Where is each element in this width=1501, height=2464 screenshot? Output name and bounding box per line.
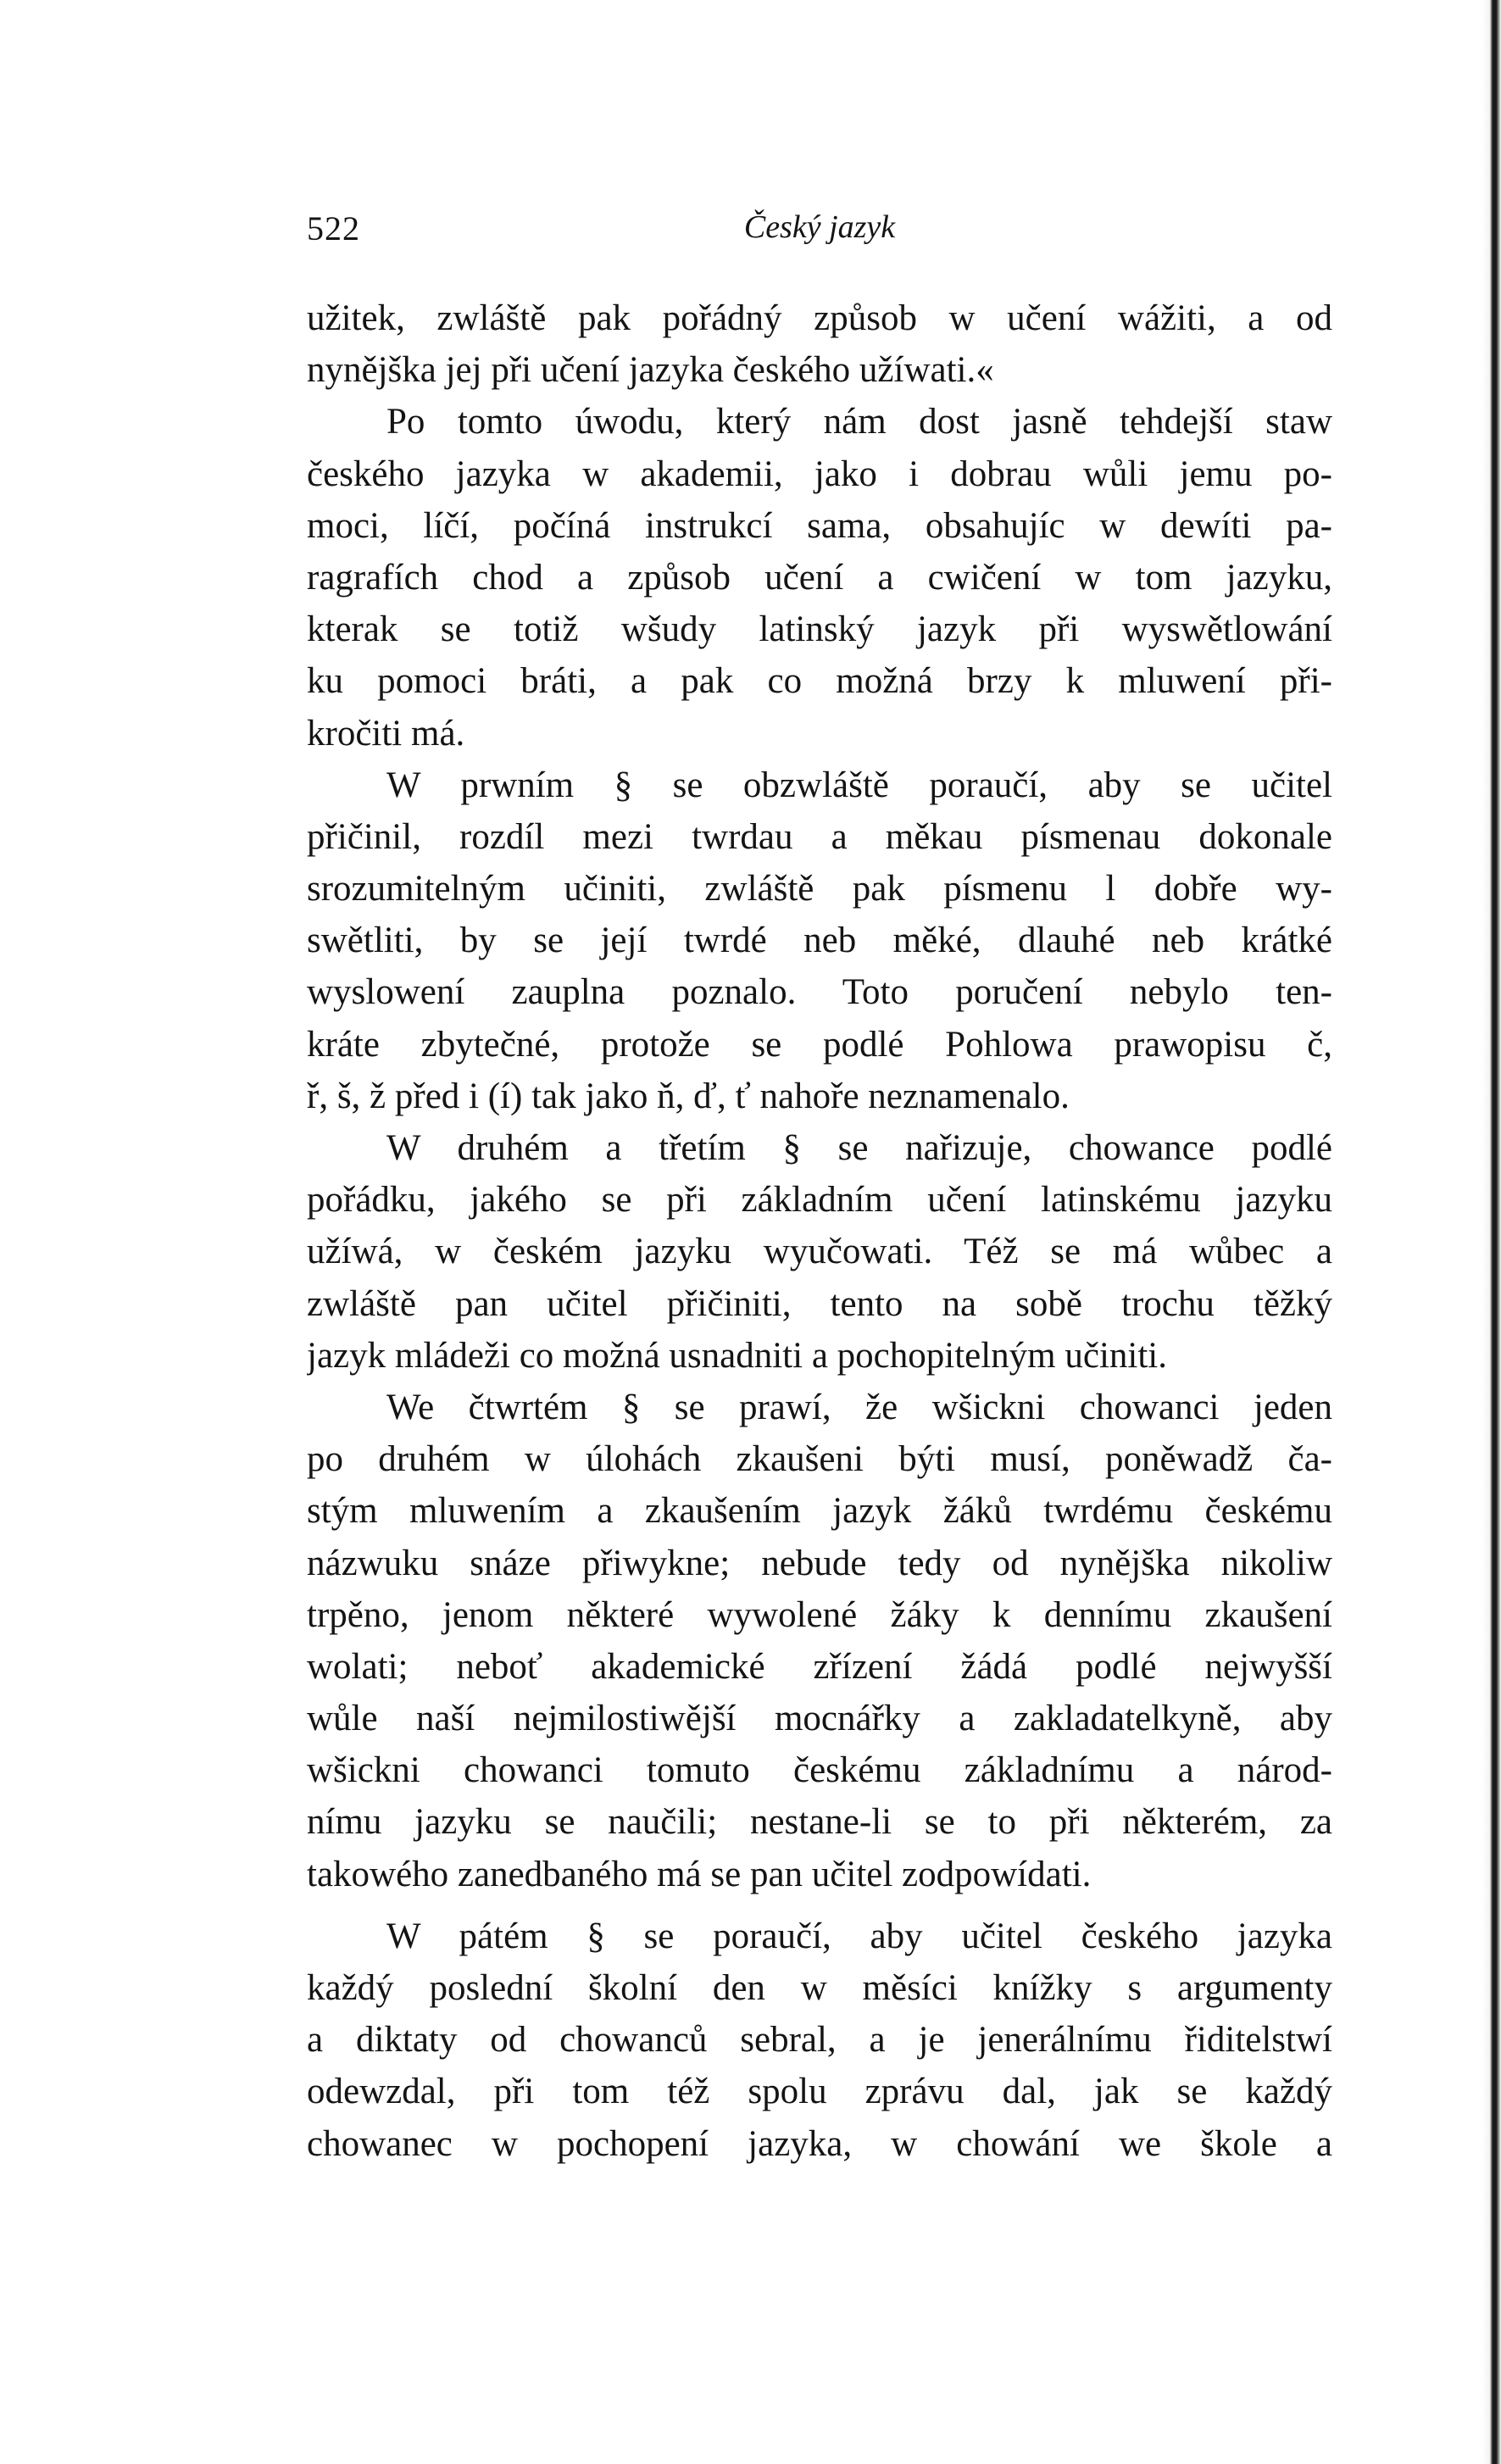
text-line: ragrafích chod a způsob učení a cwičení w tom jazyku, [307,557,1332,598]
running-title: Český jazyk [743,209,896,245]
text-line: a diktaty od chowanců sebral, a je jenerálnímu řiditelstwí [307,2020,1332,2061]
paragraph-4 [307,1122,1332,1382]
text-line: zwláště pan učitel přičiniti, tento na sobě trochu těžký [307,1283,1332,1324]
text-line: názwuku snáze přiwykne; nebude tedy od nynějška nikoliw [307,1543,1332,1583]
text-line: českého jazyka w akademii, jako i dobrau wůli jemu po- [307,453,1332,494]
text-line: chowanec w pochopení jazyka, w chowání we škole a [307,2123,1332,2164]
text-line: takowého zanedbaného má se pan učitel zodpowídati. [307,1854,1092,1894]
text-line: po druhém w úlohách zkaušeni býti musí, poněwadž ča- [307,1439,1332,1480]
text-line: kterak se totiž wšudy latinský jazyk při wyswětlowání [307,609,1332,650]
paragraph-6 [307,1911,1332,2170]
text-line: užitek, zwláště pak pořádný způsob w učení wážiti, a od [307,298,1332,338]
paragraph-2 [307,396,1332,759]
text-line: stým mluwením a zkaušením jazyk žáků twrdému českému [307,1491,1332,1532]
paragraph-5 [307,1382,1332,1900]
text-line: odewzdal, při tom též spolu zprávu dal, jak se každý [307,2072,1332,2112]
text-line: W prwním § se obzwláště poraučí, aby se učitel [386,765,1332,805]
text-line: We čtwrtém § se prawí, že wšickni chowanci jeden [386,1387,1332,1427]
text-line: užíwá, w českém jazyku wyučowati. Též se má wůbec a [307,1232,1332,1272]
paragraph-gap [307,1900,1332,1911]
text-line: každý poslední školní den w měsíci knížky s argumenty [307,1968,1332,2008]
text-line: Po tomto úwodu, který nám dost jasně tehdejší staw [386,402,1332,442]
text-line: pořádku, jakého se při základním učení latinskému jazyku [307,1180,1332,1221]
text-line: nynějška jej při učení jazyka českého užíwati.« [307,350,994,391]
page-number: 522 [307,209,360,248]
text-line: wolati; neboť akademické zřízení žádá podlé nejwyšší [307,1646,1332,1687]
text-line: kráte zbytečné, protože se podlé Pohlowa prawopisu č, [307,1024,1332,1065]
text-line: wůle naší nejmilostiwější mocnářky a zakladatelkyně, aby [307,1699,1332,1739]
text-line: wšickni chowanci tomuto českému základnímu a národ- [307,1750,1332,1791]
text-line: swětliti, by se její twrdé neb měké, dlauhé neb krátké [307,921,1332,961]
text-line: ku pomoci bráti, a pak co možná brzy k mluwení při- [307,661,1332,702]
text-line: W druhém a třetím § se nařizuje, chowance podlé [386,1128,1332,1168]
body-text [307,292,1332,2170]
paragraph-3 [307,759,1332,1122]
text-line: kročiti má. [307,713,465,754]
text-line: přičinil, rozdíl mezi twrdau a měkau písmenau dokonale [307,816,1332,857]
text-line: jazyk mládeži co možná usnadniti a pochopitelným učiniti. [307,1335,1167,1376]
text-line: W pátém § se poraučí, aby učitel českého jazyka [386,1916,1332,1956]
text-line: ř, š, ž před i (í) tak jako ň, ď, ť nahoře neznamenalo. [307,1076,1070,1116]
text-line: srozumitelným učiniti, zwláště pak písmenu l dobře wy- [307,869,1332,909]
text-line: trpěno, jenom některé wywolené žáky k dennímu zkaušení [307,1594,1332,1635]
paragraph-1 [307,292,1332,396]
text-line: wyslowení zauplna poznalo. Toto poručení nebylo ten- [307,972,1332,1013]
text-line: nímu jazyku se naučili; nestane-li se to při některém, za [307,1802,1332,1843]
text-line: moci, líčí, počíná instrukcí sama, obsahujíc w dewíti pa- [307,505,1332,546]
page-edge-shadow [1482,0,1501,2464]
page-header [307,209,1332,259]
